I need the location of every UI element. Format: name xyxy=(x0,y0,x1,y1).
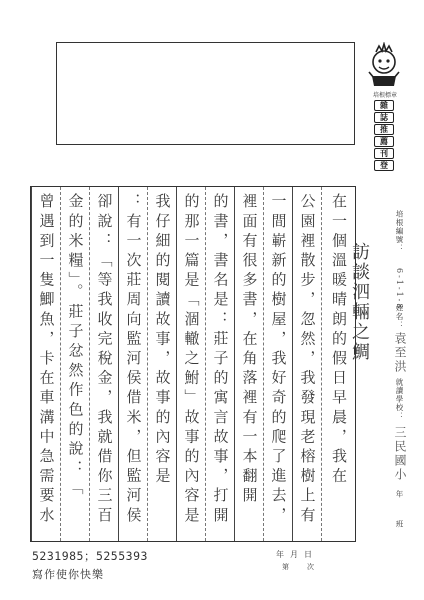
name-label: 姓名： xyxy=(395,304,404,330)
column-text: ：有一次莊周向監河侯借米，但監河侯 xyxy=(124,193,143,527)
column-text: 的那一篇是「涸轍之鮒」故事的內容是 xyxy=(182,193,201,527)
column-text: 卻說：「等我收完稅金，我就借你三百 xyxy=(95,193,114,527)
id-label: 培根編號： xyxy=(395,210,404,253)
grid-column xyxy=(60,187,89,541)
stamp-caption: 培根標章 xyxy=(372,92,397,99)
column-text: 曾遇到一隻鯽魚，卡在車溝中急需要水 xyxy=(37,193,56,527)
grid-column xyxy=(292,187,321,541)
essay-title: 訪談泗輛之鯛 xyxy=(349,242,370,362)
grid-column xyxy=(321,187,355,541)
footer-contact xyxy=(32,548,172,582)
teacher-comment-box xyxy=(56,42,355,145)
grid-column xyxy=(176,187,205,541)
column-text: 在一個溫暖晴朗的假日早晨，我在 xyxy=(330,193,348,487)
stamp-char: 登 xyxy=(374,160,394,171)
round-line xyxy=(282,562,314,572)
day-label: 日 xyxy=(304,550,312,559)
student-info xyxy=(368,200,416,540)
recommended-stamp xyxy=(374,100,394,171)
grid-column xyxy=(205,187,234,541)
id-value: 6-1-1-8 xyxy=(395,268,404,311)
stamp-char: 誌 xyxy=(374,112,394,123)
stamp-char: 刊 xyxy=(374,148,394,159)
column-text: 公園裡散步，忽然，我發現老榕樹上有 xyxy=(298,193,317,527)
stamp-char: 薦 xyxy=(374,136,394,147)
grade-label: 年 xyxy=(395,490,404,499)
grid-column xyxy=(31,187,60,541)
stamp-char: 雜 xyxy=(374,100,394,111)
year-label: 年 xyxy=(276,550,284,559)
bacon-mascot-logo xyxy=(364,42,404,90)
column-text: 我仔細的閱讀故事，故事的內容是 xyxy=(153,193,172,487)
round-suffix: 次 xyxy=(307,563,314,571)
grid-column xyxy=(147,187,176,541)
grid-column xyxy=(118,187,147,541)
grid-column xyxy=(263,187,292,541)
column-text: 的書，書名是：莊子的寓言故事，打開 xyxy=(211,193,230,527)
manuscript-grid xyxy=(30,186,356,542)
grid-column xyxy=(89,187,118,541)
grid-column xyxy=(234,187,263,541)
column-text: 一間嶄新的樹屋，我好奇的爬了進去， xyxy=(269,193,288,527)
stamp-char: 推 xyxy=(374,124,394,135)
phone-numbers: 5231985；5255393 xyxy=(32,549,148,563)
school-label: 就讀學校： xyxy=(395,378,404,421)
date-line xyxy=(276,549,312,560)
slogan: 寫作使你快樂 xyxy=(32,568,104,581)
name-value: 袁至洪 xyxy=(393,332,407,374)
month-label: 月 xyxy=(290,550,298,559)
round-prefix: 第 xyxy=(282,563,289,571)
school-value: 三民國小 xyxy=(393,426,407,482)
class-label: 班 xyxy=(395,520,404,529)
column-text: 裡面有很多書，在角落裡有一本翻開 xyxy=(240,193,259,507)
column-text: 金的米糧」。莊子忿然作色的說：「 xyxy=(66,193,85,500)
